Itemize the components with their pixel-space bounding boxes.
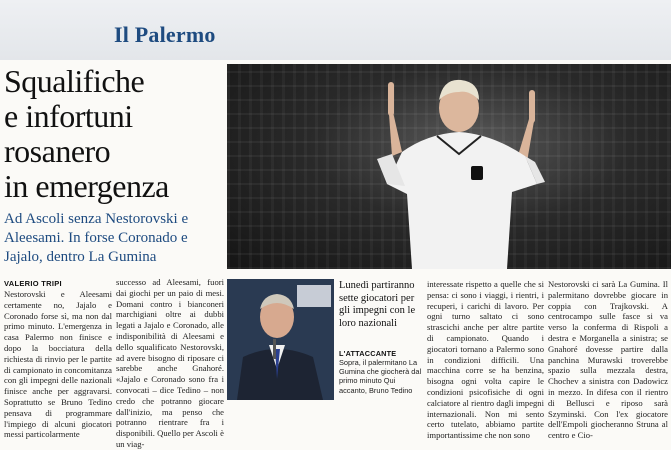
headline-line-3: rosanero bbox=[4, 133, 111, 169]
article-column-1 bbox=[4, 289, 112, 440]
headline-line-2: e infortuni bbox=[4, 98, 133, 134]
column-2-text: successo ad Aleesami, fuori dai giochi per un paio di mesi. Domani contro i bianconeri marchigiani oltre ai dubbi legati a Jajalo e Coronado, alle indisponibilità di Aleesami e dello squalificato Nestorovski, ad avere bisogno di riposare ci sarebbe anche Gnahoré. «Jajalo e Coronado sono fra i convocati – dice Tedino – non credo che potranno giocare dall'inizio, ma penso che potranno rientrare fra i disponibili. Quello per Ascoli è un viag- bbox=[116, 277, 224, 449]
article-subhead: Ad Ascoli senza Nestorovski e Aleesami. In forse Coronado e Jajalo, dentro La Gumina bbox=[4, 211, 189, 265]
article-column-4 bbox=[548, 279, 668, 441]
article-headline bbox=[4, 64, 226, 204]
column-4-text: Nestorovski ci sarà La Gumina. Il palermitano dovrebbe giocare in coppia con Trajkovski. A centrocampo sulle fasce si va verso la conferma di Rispoli a destra e Morganella a sinistra; se Gnahoré dovesse partire dalla panchina Murawski troverebbe spazio sulla mezzala destra, Chochev a sinistra con Dadowicz in mezzo. In difesa con il rientro di Bellusci e riposo sarà Szyminski. Con l'ex giocatore dell'Empoli giocheranno Struna al centro e Cio- bbox=[548, 279, 668, 441]
article-column-3 bbox=[427, 279, 544, 441]
column-1-text: Nestorovski e Aleesami certamente no, Jajalo e Coronado forse sì, ma non dal primo minuto. L'emergenza in casa Palermo non finisce e dopo la bocciatura della richiesta di rinvio per le partite di campionato in concomitanza con gli impegni delle nazionali finisce anche per aggravarsi. Soprattutto se Bruno Tedino pensava di programmare l'impiego di alcuni giocatori messi particolarmente bbox=[4, 289, 112, 440]
article-byline: VALERIO TRIPI bbox=[4, 279, 62, 288]
article-column-2 bbox=[116, 277, 224, 449]
section-header bbox=[0, 0, 671, 60]
player-pointing-up-image bbox=[347, 64, 587, 269]
headline-line-4: in emergenza bbox=[4, 168, 169, 204]
caption-text: Sopra, il palermitano La Gumina che giocherà dal primo minuto Qui accanto, Bruno Tedino bbox=[339, 358, 422, 395]
article-callout: Lunedì partiranno sette giocatori per gli impegni con le loro nazionali bbox=[339, 280, 416, 329]
caption-tag: L'ATTACCANTE bbox=[339, 349, 397, 358]
coach-portrait-image bbox=[227, 279, 334, 400]
headline-line-1: Squalifiche bbox=[4, 63, 145, 99]
column-3-text: interessate rispetto a quelle che si pensa: ci sono i viaggi, i rientri, i recuperi, i carichi di lavoro. Per ogni turno saltato ci sono strascichi anche per altre partite di campionato. Quando i giocatori tornano a Palermo sono in condizioni difficili. Una macchina corre se ha benzina, bisogna ogni volta capire le condizioni psicofisiche di ogni calciatore al rientro dagli impegni internazionali. Non mi sento certo tutelato, abbiamo partite importantissime che non sono bbox=[427, 279, 544, 441]
coach-photo bbox=[227, 279, 334, 400]
main-photo-player bbox=[227, 64, 671, 269]
section-title: Il Palermo bbox=[114, 22, 216, 47]
